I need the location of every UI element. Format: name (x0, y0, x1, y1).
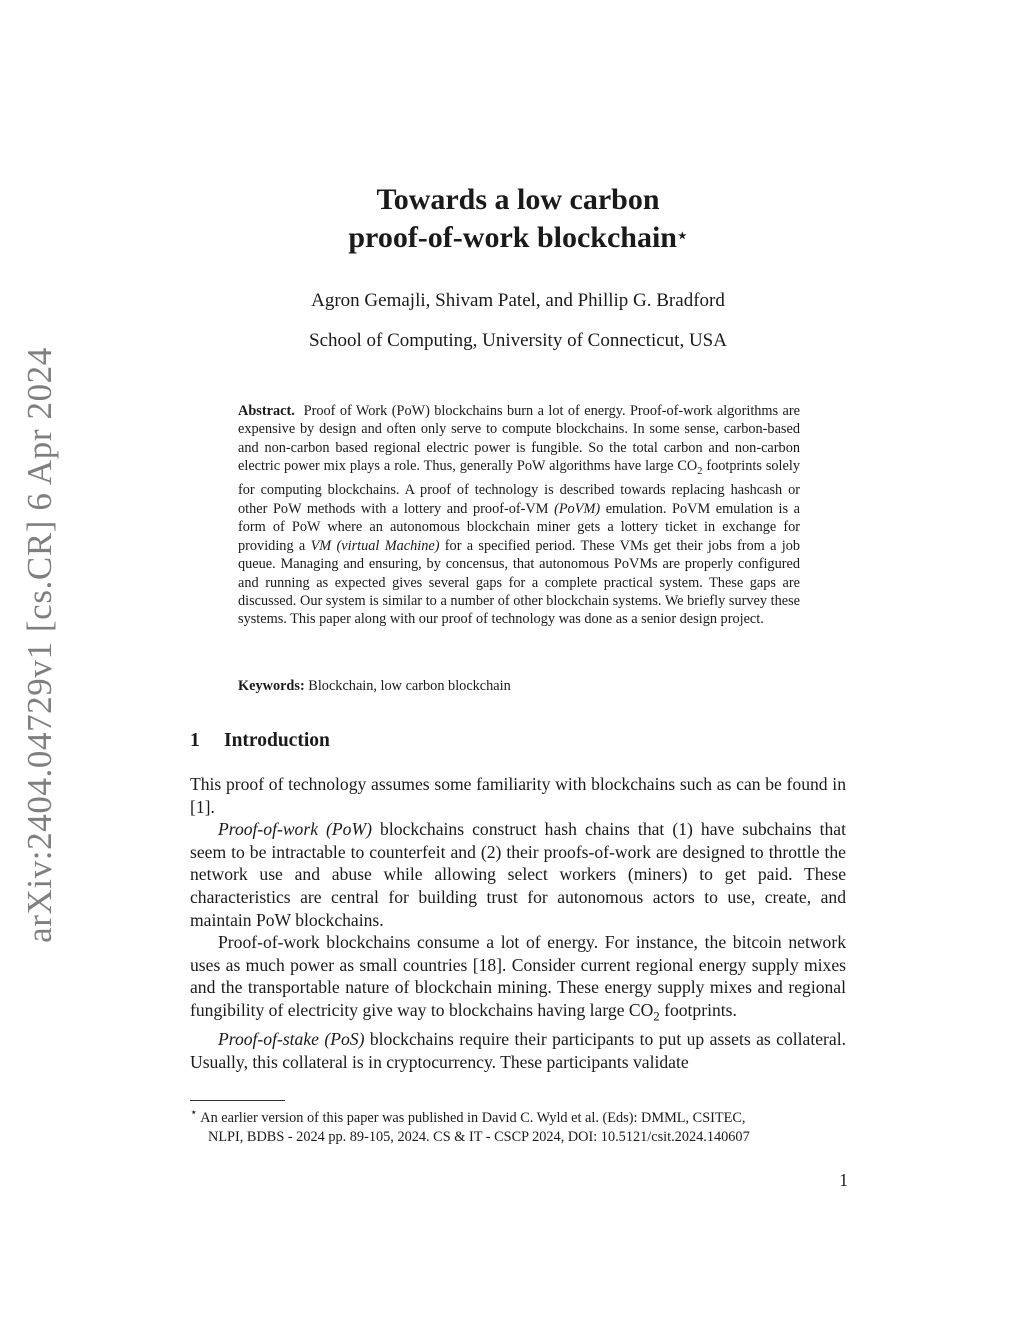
arxiv-sidebar-stamp (12, 347, 68, 943)
page-number: 1 (839, 1170, 848, 1190)
paragraph-4: Proof-of-stake (PoS) blockchains require their participants to put up assets as collateral. Usually, this collateral is in cryptocurrency. These participants validate (190, 1029, 846, 1072)
section-heading-introduction (190, 730, 330, 752)
title-line-2: proof-of-work blockchain⋆ (348, 221, 688, 254)
paragraph-2: Proof-of-work (PoW) blockchains construct hash chains that (1) have subchains that seem to be intractable to counterfeit and (2) their proofs-of-work are designed to throttle the network use and abuse while allowing select workers (miners) to get paid. These characteristics are central for building trust for autonomous actors to use, create, and maintain PoW blockchains. (190, 819, 846, 930)
author-list: Agron Gemajli, Shivam Patel, and Phillip G. Bradford (311, 290, 725, 311)
footnote-mark: ⋆ (190, 1105, 198, 1119)
section-number: 1 (190, 730, 200, 751)
section-title: Introduction (224, 730, 330, 751)
paper-title (190, 181, 846, 257)
affiliation: School of Computing, University of Connecticut, USA (309, 330, 727, 351)
title-line-1: Towards a low carbon (376, 183, 660, 216)
paragraph-3: Proof-of-work blockchains consume a lot of energy. For instance, the bitcoin network uses as much power as small countries [18]. Consider current regional energy supply mixes and the transportable nature of blockchain mining. These energy supply mixes and regional fungibility of electricity give way to blockchains having large $CO_2$ footprints. (190, 932, 846, 1024)
footnote-rule (190, 1100, 285, 1101)
body-text (190, 773, 846, 1073)
abstract: Abstract. Proof of Work (PoW) blockchains burn a lot of energy. Proof-of-work algorithms are expensive by design and often only serve to compute blockchains. In some sense, carbon-based and non-carbon based regional electric power is fungible. So the total carbon and non-carbon electric power mix plays a role. Thus, generally PoW algorithms have large $CO_2$ footprints solely for computing blockchains. A proof of technology is described towards replacing hashcash or other PoW methods with a lottery and proof-of-VM (PoVM) emulation. PoVM emulation is a form of PoW where an autonomous blockchain miner gets a lottery ticket in exchange for providing a VM (virtual Machine) for a specified period. These VMs get their jobs from a job queue. Managing and ensuring, by concensus, that autonomous PoVMs are properly configured and running as expected gives several gaps for a complete practical system. These gaps are discussed. Our system is similar to a number of other blockchain systems. We briefly survey these systems. This paper along with our proof of technology was done as a senior design project. (238, 403, 801, 628)
paragraph-1: This proof of technology assumes some familiarity with blockchains such as can be found in [1]. (190, 774, 846, 817)
keywords-label: Keywords: (238, 678, 305, 694)
footnote: ⋆ An earlier version of this paper was published in David C. Wyld et al. (Eds): DMML, CSITEC, NLPI, BDBS - 2024 pp. 89-105, 2024. CS & IT - CSCP 2024, DOI: 10.5121/csit.2024.140607 (190, 1105, 750, 1145)
title-footnote-mark: ⋆ (676, 226, 688, 245)
abstract-label: Abstract. (238, 403, 295, 419)
keywords: Keywords: Blockchain, low carbon blockchain (238, 678, 511, 694)
arxiv-identifier: arXiv:2404.04729v1 [cs.CR] 6 Apr 2024 (20, 347, 59, 943)
